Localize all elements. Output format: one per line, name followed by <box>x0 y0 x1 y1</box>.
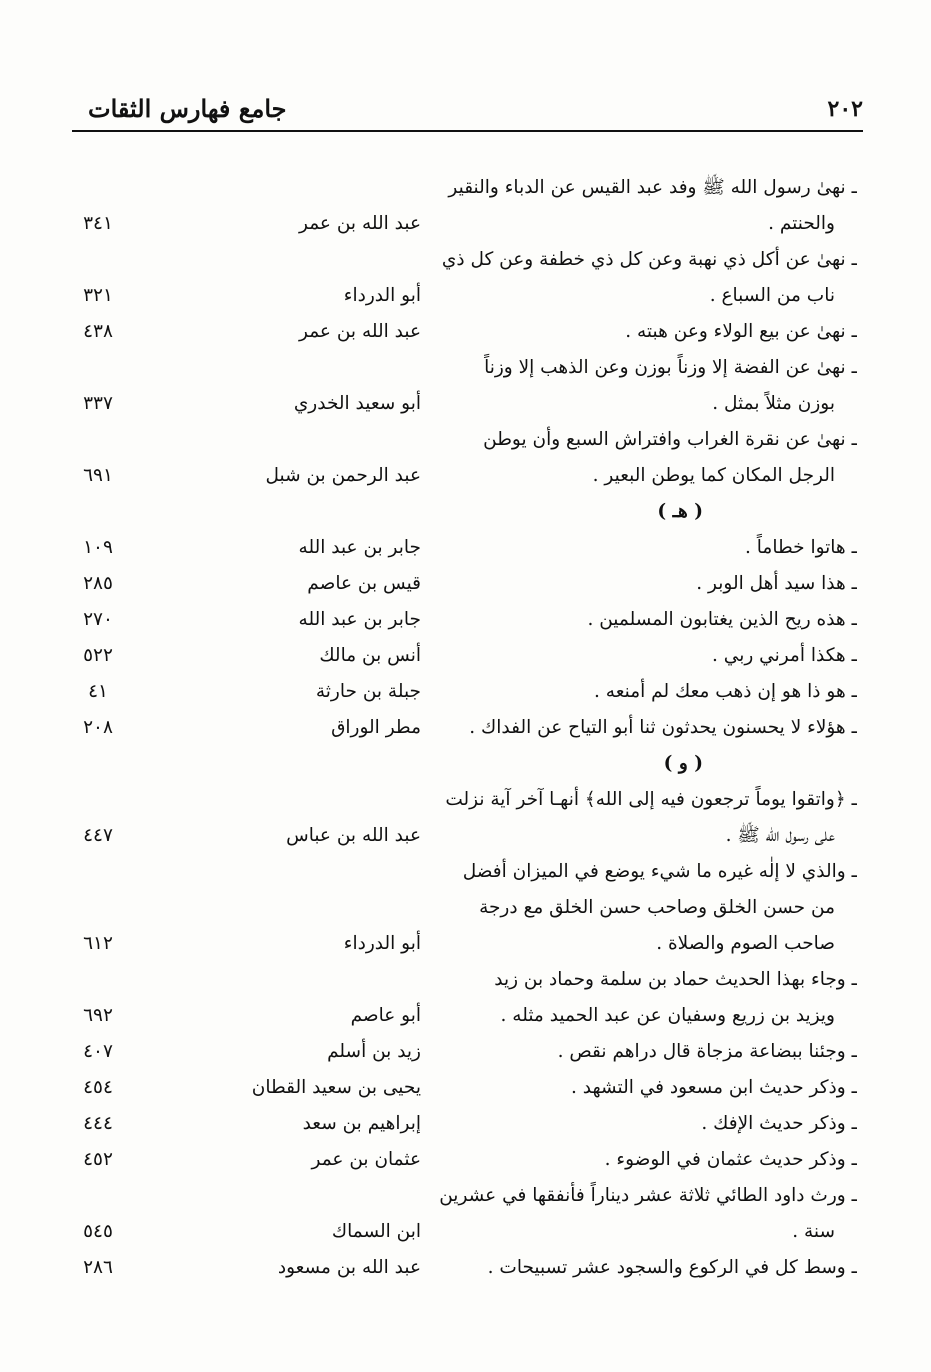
hadith-text <box>427 1106 857 1142</box>
index-entry <box>72 170 863 242</box>
hadith-text <box>427 1178 857 1250</box>
book-title: جامع فهارس الثقات <box>88 94 287 123</box>
reference-number: ٤٥٢ <box>83 1149 113 1170</box>
page-header <box>72 86 863 132</box>
index-entry <box>72 1142 863 1178</box>
narrator-name: جابر بن عبد الله <box>298 537 421 558</box>
reference-number: ٣٣٧ <box>83 393 113 414</box>
narrator-name: عبد الله بن مسعود <box>277 1257 421 1278</box>
hadith-text <box>427 350 857 422</box>
reference-number: ٦١٢ <box>83 933 113 954</box>
reference-number: ٤٥٤ <box>83 1077 113 1098</box>
narrator-name: قيس بن عاصم <box>307 573 421 594</box>
hadith-line: ـ ورث داود الطائي ثلاثة عشر ديناراً فأنفقها في عشرين <box>439 1185 857 1206</box>
index-entry <box>72 566 863 602</box>
reference-number: ٢٨٦ <box>83 1257 113 1278</box>
narrator-name: أبو الدرداء <box>343 285 421 306</box>
index-entry <box>72 854 863 962</box>
hadith-line: ـ نهىٰ عن بيع الولاء وعن هبته . <box>625 321 857 342</box>
hadith-line: والحنتم . <box>768 213 835 234</box>
narrator-name: أنس بن مالك <box>319 645 421 666</box>
index-entry <box>72 962 863 1034</box>
hadith-line: ـ نهىٰ عن نقرة الغراب وافتراش السبع وأن يوطن <box>483 429 857 450</box>
hadith-line: ـ وجئنا ببضاعة مزجاة قال دراهم نقص . <box>557 1041 857 1062</box>
index-entry <box>72 1178 863 1250</box>
hadith-line: سنة . <box>792 1221 835 1242</box>
narrator-name: إبراهيم بن سعد <box>302 1113 421 1134</box>
hadith-line: ـ نهىٰ رسول الله ﷺ وفد عبد القيس عن الدباء والنقير <box>448 177 857 198</box>
hadith-line: ـ وسط كل في الركوع والسجود عشر تسبيحات . <box>487 1257 857 1278</box>
index-entry <box>72 350 863 422</box>
hadith-line: ـ هذه ريح الذين يغتابون المسلمين . <box>587 609 857 630</box>
hadith-line: ـ نهىٰ عن أكل ذي نهبة وعن كل ذي خطفة وعن كل ذي <box>441 249 857 270</box>
hadith-text <box>427 1142 857 1178</box>
hadith-line: ـ وذكر حديث عثمان في الوضوء . <box>604 1149 857 1170</box>
reference-number: ٢٠٨ <box>83 717 113 738</box>
index-entry <box>72 1070 863 1106</box>
hadith-line: ـ هؤلاء لا يحسنون يحدثون ثنا أبو التياح عن الفداك . <box>469 717 857 738</box>
hadith-text <box>427 530 857 566</box>
index-entry <box>72 314 863 350</box>
narrator-name: عبد الله بن عمر <box>299 213 421 234</box>
hadith-line: ـ وجاء بهذا الحديث حماد بن سلمة وحماد بن زيد <box>494 969 857 990</box>
index-body <box>72 170 863 1286</box>
hadith-text <box>427 1070 857 1106</box>
section-heading: ( هـ ) <box>657 501 703 522</box>
hadith-line: صاحب الصوم والصلاة . <box>656 933 835 954</box>
hadith-text <box>427 1250 857 1286</box>
hadith-line: على رسول الله ﷺ . <box>725 825 835 846</box>
reference-number: ٤٤٤ <box>83 1113 113 1134</box>
reference-number: ٣٢١ <box>83 285 113 306</box>
hadith-text <box>427 710 857 746</box>
narrator-name: أبو سعيد الخدري <box>293 393 421 414</box>
hadith-text <box>427 242 857 314</box>
hadith-line: ـ هو ذا هو إن ذهب معك لم أمنعه . <box>594 681 857 702</box>
reference-number: ٦٩١ <box>83 465 113 486</box>
hadith-text <box>427 638 857 674</box>
hadith-text <box>427 782 857 854</box>
hadith-text <box>427 314 857 350</box>
narrator-name: عبد الله بن عمر <box>299 321 421 342</box>
hadith-line: ويزيد بن زريع وسفيان عن عبد الحميد مثله . <box>500 1005 835 1026</box>
hadith-line: ـ والذي لا إلٰه غيره ما شيء يوضع في الميزان أفضل <box>462 861 857 882</box>
index-entry <box>72 638 863 674</box>
reference-number: ٥٤٥ <box>83 1221 113 1242</box>
hadith-line: ـ نهىٰ عن الفضة إلا وزناً بوزن وعن الذهب إلا وزناً <box>484 357 857 378</box>
hadith-line: من حسن الخلق وصاحب حسن الخلق مع درجة <box>479 897 835 918</box>
index-entry <box>72 1034 863 1070</box>
hadith-text <box>427 674 857 710</box>
reference-number: ١٠٩ <box>83 537 113 558</box>
index-entry <box>72 710 863 746</box>
reference-number: ٤٤٧ <box>83 825 113 846</box>
hadith-text <box>427 1034 857 1070</box>
reference-number: ٢٧٠ <box>83 609 113 630</box>
hadith-text <box>427 962 857 1034</box>
index-entry <box>72 1106 863 1142</box>
reference-number: ٢٨٥ <box>83 573 113 594</box>
hadith-line: ـ هذا سيد أهل الوبر . <box>696 573 857 594</box>
index-entry <box>72 242 863 314</box>
narrator-name: عبد الرحمن بن شبل <box>265 465 421 486</box>
reference-number: ٦٩٢ <box>83 1005 113 1026</box>
narrator-name: أبو الدرداء <box>343 933 421 954</box>
reference-number: ٤٣٨ <box>83 321 113 342</box>
section-heading: ( و ) <box>663 753 703 774</box>
narrator-name: ابن السماك <box>331 1221 421 1242</box>
index-entry <box>72 602 863 638</box>
hadith-line: ـ وذكر حديث الإفك . <box>701 1113 857 1134</box>
hadith-text <box>427 170 857 242</box>
hadith-line: ـ هكذا أمرني ربي . <box>712 645 857 666</box>
hadith-line: ناب من السباع . <box>709 285 835 306</box>
hadith-text <box>427 854 857 962</box>
narrator-name: زيد بن أسلم <box>327 1041 421 1062</box>
hadith-line: ـ وذكر حديث ابن مسعود في التشهد . <box>571 1077 857 1098</box>
narrator-name: يحيى بن سعيد القطان <box>251 1077 421 1098</box>
narrator-name: عبد الله بن عباس <box>286 825 421 846</box>
index-entry <box>72 422 863 494</box>
index-entry <box>72 674 863 710</box>
page-number: ٢٠٢ <box>827 96 863 122</box>
reference-number: ٣٤١ <box>83 213 113 234</box>
hadith-text <box>427 422 857 494</box>
hadith-line: بوزن مثلاً بمثل . <box>712 393 835 414</box>
reference-number: ٤٠٧ <box>83 1041 113 1062</box>
hadith-line: ـ هاتوا خطاماً . <box>745 537 857 558</box>
hadith-line: ـ ﴿واتقوا يوماً ترجعون فيه إلى الله﴾ أنهـا آخر آية نزلت <box>445 789 857 810</box>
hadith-line: الرجل المكان كما يوطن البعير . <box>592 465 835 486</box>
index-entry <box>72 530 863 566</box>
hadith-text <box>427 602 857 638</box>
narrator-name: أبو عاصم <box>350 1005 421 1026</box>
reference-number: ٥٢٢ <box>83 645 113 666</box>
narrator-name: مطر الوراق <box>331 717 421 738</box>
narrator-name: جبلة بن حارثة <box>315 681 421 702</box>
index-entry <box>72 1250 863 1286</box>
reference-number: ٤١ <box>88 681 108 702</box>
index-entry <box>72 782 863 854</box>
narrator-name: جابر بن عبد الله <box>298 609 421 630</box>
hadith-text <box>427 566 857 602</box>
narrator-name: عثمان بن عمر <box>311 1149 421 1170</box>
